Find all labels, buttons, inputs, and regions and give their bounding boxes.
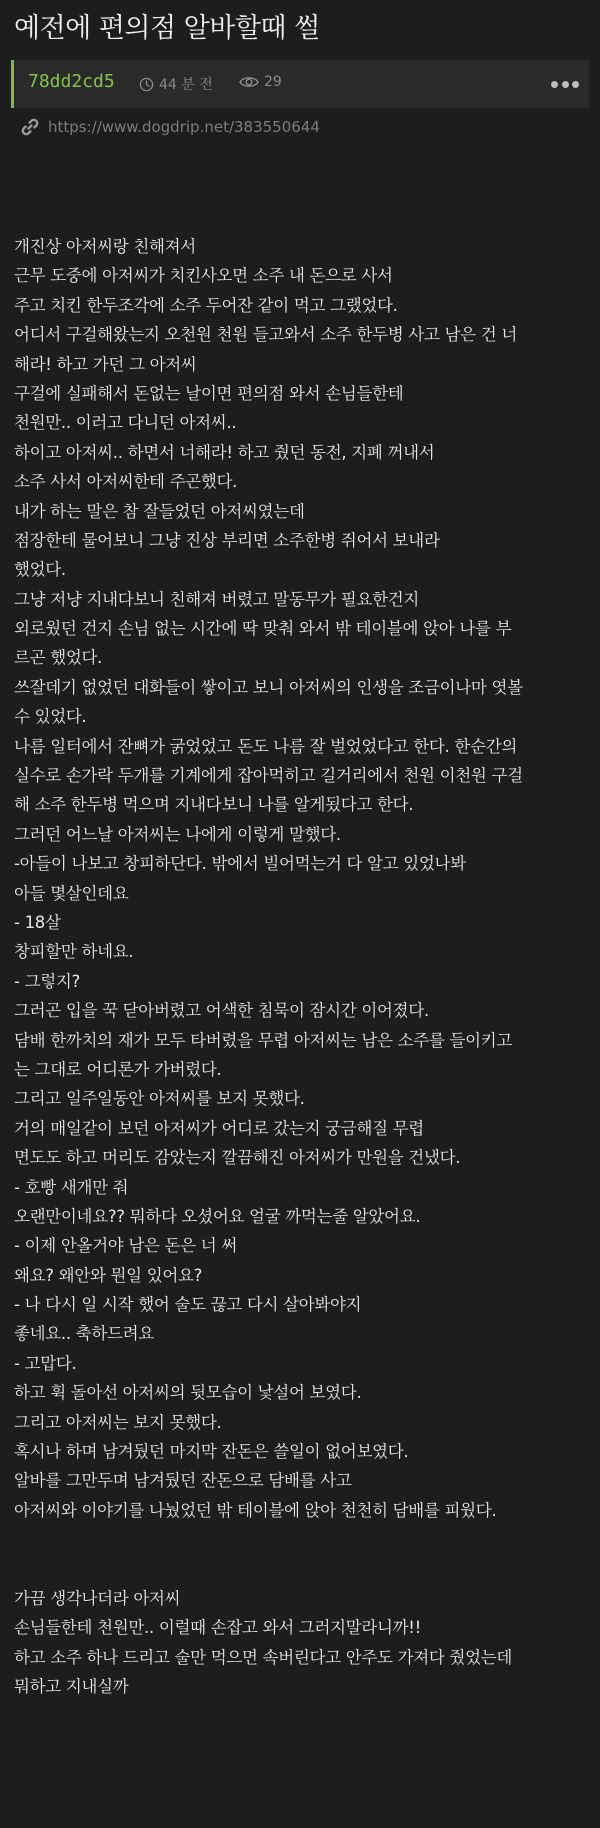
body-text-line: 그러던 어느날 아저씨는 나에게 이렇게 말했다.	[14, 824, 341, 844]
paragraph-gap	[14, 1525, 586, 1584]
body-text-line: 했었다.	[14, 560, 66, 580]
body-text-line: 근무 도중에 아저씨가 치킨사오면 소주 내 돈으로 사서	[14, 266, 393, 286]
body-text-line: - 나 다시 일 시작 했어 술도 끊고 다시 살아봐야지	[14, 1295, 362, 1315]
body-text-line: 아저씨와 이야기를 나눴었던 밖 테이블에 앉아 천천히 담배를 피웠다.	[14, 1500, 497, 1520]
post-meta-bar	[11, 60, 589, 108]
body-text-line: 좋네요.. 축하드려요	[14, 1324, 154, 1344]
body-text-line: 왜요? 왜안와 뭔일 있어요?	[14, 1265, 203, 1285]
body-text-line: 나름 일터에서 잔뼈가 굵었었고 돈도 나름 잘 벌었었다고 한다. 한순간의	[14, 736, 517, 756]
link-icon	[20, 117, 40, 137]
body-text-line: 하고 소주 하나 드리고 술만 먹으면 속버린다고 안주도 가져다 줬었는데	[14, 1647, 513, 1667]
post-views	[239, 74, 282, 90]
body-text-line: 아들 몇살인데요	[14, 883, 129, 903]
body-text-line: - 호빵 새개만 줘	[14, 1177, 129, 1197]
body-text-line: 쓰잘데기 없었던 대화들이 쌓이고 보니 아저씨의 인생을 조금이나마 엿볼	[14, 677, 523, 697]
body-text-line: - 이제 안올거야 남은 돈은 너 써	[14, 1236, 237, 1256]
post-time	[139, 74, 213, 94]
body-text-line: 해 소주 한두병 먹으며 지내다보니 나를 알게됬다고 한다.	[14, 795, 414, 815]
more-icon-dot	[562, 81, 569, 88]
body-text-line: -아들이 나보고 창피하단다. 밖에서 빌어먹는거 다 알고 있었나봐	[14, 854, 466, 874]
body-text-line: - 18살	[14, 912, 61, 932]
body-text-line: 그냥 저냥 지내다보니 친해져 버렸고 말동무가 필요한건지	[14, 589, 420, 609]
body-text-line: 담배 한까치의 재가 모두 타버렸을 무렵 아저씨는 남은 소주를 들이키고	[14, 1030, 513, 1050]
author-name[interactable]: 78dd2cd5	[28, 71, 115, 92]
body-text-line: 소주 사서 아저씨한테 주곤했다.	[14, 472, 238, 492]
body-text-line: 주고 치킨 한두조각에 소주 두어잔 같이 먹고 그랬었다.	[14, 295, 398, 315]
body-text-line: 내가 하는 말은 참 잘들었던 아저씨였는데	[14, 501, 305, 521]
body-text-line: 창피할만 하네요.	[14, 942, 134, 962]
post-link-row	[20, 117, 320, 137]
post-body-lines	[14, 232, 586, 1525]
post-body	[14, 232, 586, 1702]
body-text-line: 천원만.. 이러고 다니던 아저씨..	[14, 413, 237, 433]
body-text-line: 르곤 했었다.	[14, 648, 103, 668]
body-text-line: 하이고 아저씨.. 하면서 너해라! 하고 줬던 동전, 지폐 꺼내서	[14, 442, 435, 462]
more-options-button[interactable]	[551, 78, 579, 90]
clock-icon	[139, 77, 154, 92]
body-text-line: 오랜만이네요?? 뭐하다 오셨어요 얼굴 까먹는줄 알았어요.	[14, 1206, 421, 1226]
more-icon	[551, 81, 558, 88]
body-text-line: 그러곤 입을 꾹 닫아버렸고 어색한 침묵이 잠시간 이어졌다.	[14, 1001, 429, 1021]
more-icon-dot	[572, 81, 579, 88]
post-url-link[interactable]: https://www.dogdrip.net/383550644	[48, 118, 320, 136]
body-text-line: 그리고 아저씨는 보지 못했다.	[14, 1412, 222, 1432]
body-text-line: 뭐하고 지내실까	[14, 1677, 129, 1697]
post-time-label: 44 분 전	[159, 77, 213, 93]
body-text-line: 알바를 그만두며 남겨뒀던 잔돈으로 담배를 사고	[14, 1471, 352, 1491]
post-title: 예전에 편의점 알바할때 썰	[14, 13, 320, 44]
body-text-line: 실수로 손가락 두개를 기계에게 잡아먹히고 길거리에서 천원 이천원 구걸	[14, 766, 523, 786]
post-views-count: 29	[264, 74, 282, 90]
body-text-line: 면도도 하고 머리도 감았는지 깔끔해진 아저씨가 만원을 건냈다.	[14, 1148, 461, 1168]
body-text-line: 수 있었다.	[14, 707, 87, 727]
eye-icon	[239, 75, 259, 89]
body-text-line: 혹시나 하며 남겨뒀던 마지막 잔돈은 쓸일이 없어보였다.	[14, 1442, 409, 1462]
body-text-line: 그리고 일주일동안 아저씨를 보지 못했다.	[14, 1089, 305, 1109]
body-text-line: 개진상 아저씨랑 친해져서	[14, 237, 196, 256]
body-text-line: 구걸에 실패해서 돈없는 날이면 편의점 와서 손님들한테	[14, 383, 404, 403]
body-text-line: 손님들한테 천원만.. 이럴때 손잡고 와서 그러지말라니까!!	[14, 1618, 421, 1638]
body-text-line: 는 그대로 어디론가 가버렸다.	[14, 1059, 222, 1079]
body-text-line: 하고 휙 돌아선 아저씨의 뒷모습이 낯설어 보였다.	[14, 1383, 362, 1403]
body-text-line: 어디서 구걸해왔는지 오천원 천원 들고와서 소주 한두병 사고 남은 건 너	[14, 325, 517, 345]
body-text-line: 거의 매일같이 보던 아저씨가 어디로 갔는지 궁금해질 무렵	[14, 1118, 424, 1138]
post-ending-lines	[14, 1584, 586, 1702]
body-text-line: - 고맙다.	[14, 1353, 77, 1373]
body-text-line: 점장한테 물어보니 그냥 진상 부리면 소주한병 쥐어서 보내라	[14, 530, 440, 550]
body-text-line: 가끔 생각나더라 아저씨	[14, 1588, 181, 1608]
body-text-line: - 그렇지?	[14, 971, 80, 991]
body-text-line: 외로웠던 건지 손님 없는 시간에 딱 맞춰 와서 밖 테이블에 앉아 나를 부	[14, 619, 512, 639]
body-text-line: 해라! 하고 가던 그 아저씨	[14, 354, 197, 374]
